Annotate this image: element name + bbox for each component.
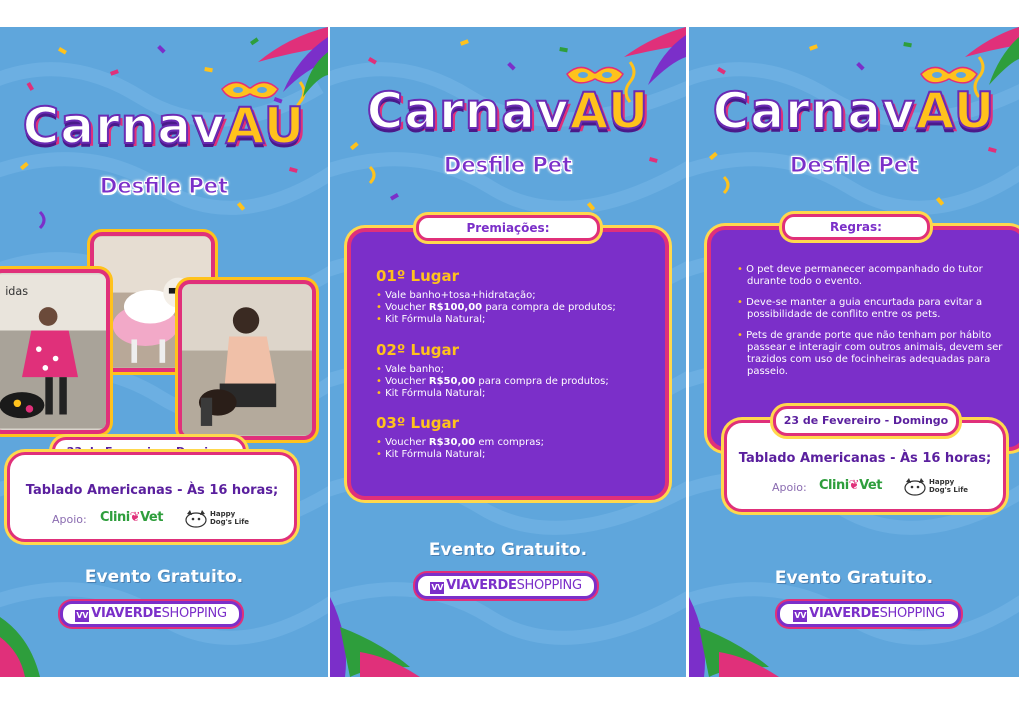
feather-decoration bbox=[689, 597, 779, 677]
event-subtitle: Desfile Pet bbox=[443, 153, 573, 177]
apoio-label: Apoio: bbox=[52, 513, 87, 526]
free-event-text: Evento Gratuito. bbox=[774, 568, 934, 588]
viaverde-shopping-logo: VV VIAVERDESHOPPING bbox=[415, 573, 597, 599]
store-sign-text: idas bbox=[5, 285, 29, 299]
viaverde-badge-icon: VV bbox=[76, 611, 89, 620]
carnival-mask-icon bbox=[220, 77, 280, 107]
rule-item: • Deve-se manter a guia encurtada para evitar a possibilidade de conflito entre os pets. bbox=[737, 297, 1012, 321]
pet-photo-clown-costume bbox=[0, 269, 110, 434]
free-event-text: Evento Gratuito. bbox=[84, 567, 244, 587]
flyer-panel-rules bbox=[689, 27, 1019, 677]
prize-item: • Voucher R$50,00 para compra de produtos; bbox=[376, 376, 666, 388]
viaverde-shopping-logo: VV VIAVERDESHOPPING bbox=[777, 601, 961, 627]
prize-item: • Kit Fórmula Natural; bbox=[376, 449, 666, 461]
rules-header: Regras: bbox=[782, 214, 930, 240]
prize-item: • Voucher R$30,00 em compras; bbox=[376, 437, 666, 449]
event-subtitle: Desfile Pet bbox=[789, 153, 919, 177]
prize-item: • Voucher R$100,00 para compra de produtos; bbox=[376, 302, 666, 314]
viaverde-badge-icon: VV bbox=[431, 583, 444, 592]
flyer-panel-prizes bbox=[330, 27, 686, 677]
prizes-box bbox=[347, 228, 669, 500]
viaverde-badge-icon: VV bbox=[794, 611, 807, 620]
event-location: Tablado Americanas - Às 16 horas; bbox=[738, 451, 992, 466]
feather-decoration bbox=[0, 607, 50, 677]
happy-dogs-life-logo: Happy Dog's Life bbox=[929, 478, 968, 494]
event-title: CarnavAU bbox=[712, 82, 996, 140]
free-event-text: Evento Gratuito. bbox=[428, 540, 588, 560]
clinivet-logo: Clini❦Vet bbox=[100, 510, 163, 525]
clinivet-logo: Clini❦Vet bbox=[819, 478, 882, 493]
carnival-mask-icon bbox=[565, 62, 625, 92]
first-place-title: 01º Lugar bbox=[376, 267, 460, 285]
event-subtitle: Desfile Pet bbox=[99, 174, 229, 198]
rules-list bbox=[737, 264, 1012, 387]
feather-decoration bbox=[616, 27, 686, 87]
third-place-prizes bbox=[376, 437, 666, 461]
viaverde-shopping-logo: VV VIAVERDESHOPPING bbox=[60, 601, 242, 627]
first-place-prizes bbox=[376, 290, 666, 326]
flyer-panel-photos bbox=[0, 27, 328, 677]
prizes-header: Premiações: bbox=[416, 215, 600, 241]
happy-dogs-life-logo: Happy Dog's Life bbox=[210, 510, 249, 526]
prize-item: • Vale banho+tosa+hidratação; bbox=[376, 290, 666, 302]
apoio-label: Apoio: bbox=[772, 481, 807, 494]
rule-item: • Pets de grande porte que não tenham por hábito passear e interagir com outros animais, devem ser trazidos com uso de focinheiras adequadas para passeio. bbox=[737, 330, 1012, 378]
second-place-title: 02º Lugar bbox=[376, 341, 460, 359]
second-place-prizes bbox=[376, 364, 666, 400]
rule-item: • O pet deve permanecer acompanhado do tutor durante todo o evento. bbox=[737, 264, 1012, 288]
event-date-pill: 23 de Fevereiro - Domingo bbox=[773, 406, 959, 436]
prize-item: • Kit Fórmula Natural; bbox=[376, 314, 666, 326]
event-title: CarnavAU bbox=[366, 82, 650, 140]
prize-item: • Kit Fórmula Natural; bbox=[376, 388, 666, 400]
feather-decoration bbox=[330, 597, 420, 677]
dog-logo-icon bbox=[903, 476, 927, 496]
carnival-mask-icon bbox=[919, 62, 979, 92]
prize-item: • Vale banho; bbox=[376, 364, 666, 376]
event-title: CarnavAU bbox=[22, 97, 306, 155]
pet-photo-woman-with-dog bbox=[178, 280, 316, 440]
event-location: Tablado Americanas - Às 16 horas; bbox=[25, 483, 279, 498]
dog-logo-icon bbox=[184, 508, 208, 528]
event-info-box bbox=[7, 452, 297, 542]
third-place-title: 03º Lugar bbox=[376, 414, 460, 432]
